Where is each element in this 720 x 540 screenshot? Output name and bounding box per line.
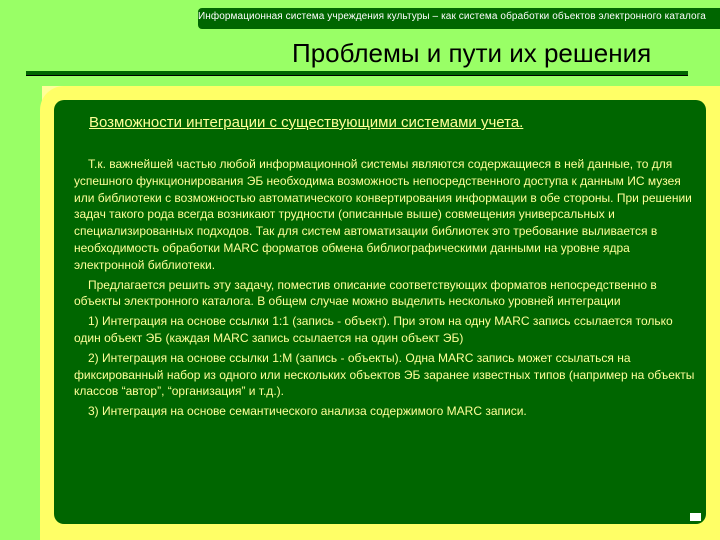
content-subtitle: Возможности интеграции с существующими системами учета. bbox=[89, 114, 524, 131]
paragraph: 3) Интеграция на основе семантического анализа содержимого MARC записи. bbox=[88, 404, 527, 419]
content-panel bbox=[54, 100, 706, 524]
paragraph: 1) Интеграция на основе ссылки 1:1 (запись - объект). При этом на одну MARC запись ссылается только один объект ЭБ (каждая MARC запись ссылается на один объект ЭБ) bbox=[74, 314, 673, 345]
slide-title: Проблемы и пути их решения bbox=[292, 38, 652, 68]
content-body bbox=[74, 156, 700, 423]
title-underline-shadow bbox=[26, 75, 688, 76]
paragraph: Т.к. важнейшей частью любой информационной системы являются содержащиеся в ней данные, то для успешного функционирования ЭБ необходима возможность непосредственного доступа к данным ИС музея или библиотеки с возможностью автоматического конвертирования информации в обе стороны. При решении задач такого рода всегда возникают трудности (описанные выше) совмещения универсальных и специализированных подходов. Так для систем автоматизации библиотек это требование выливается в необходимость обработки MARC форматов обмена библиографическими данными на уровне ядра электронной библиотеки. bbox=[74, 157, 692, 272]
header-banner bbox=[198, 8, 720, 29]
header-banner-text: Информационная система учреждения культуры – как система обработки объектов электронного каталога bbox=[198, 11, 706, 22]
corner-marker bbox=[690, 513, 701, 521]
paragraph: 2) Интеграция на основе ссылки 1:M (запись - объекты). Одна MARC запись может ссылаться на фиксированный набор из одного или нескольких объектов ЭБ заранее известных типов (например на объекты классов “автор”, “организация” и т.д.). bbox=[74, 350, 695, 399]
paragraph: Предлагается решить эту задачу, поместив описание соответствующих форматов непосредственно в объекты электронного каталога. В общем случае можно выделить несколько уровней интеграции bbox=[74, 277, 657, 309]
